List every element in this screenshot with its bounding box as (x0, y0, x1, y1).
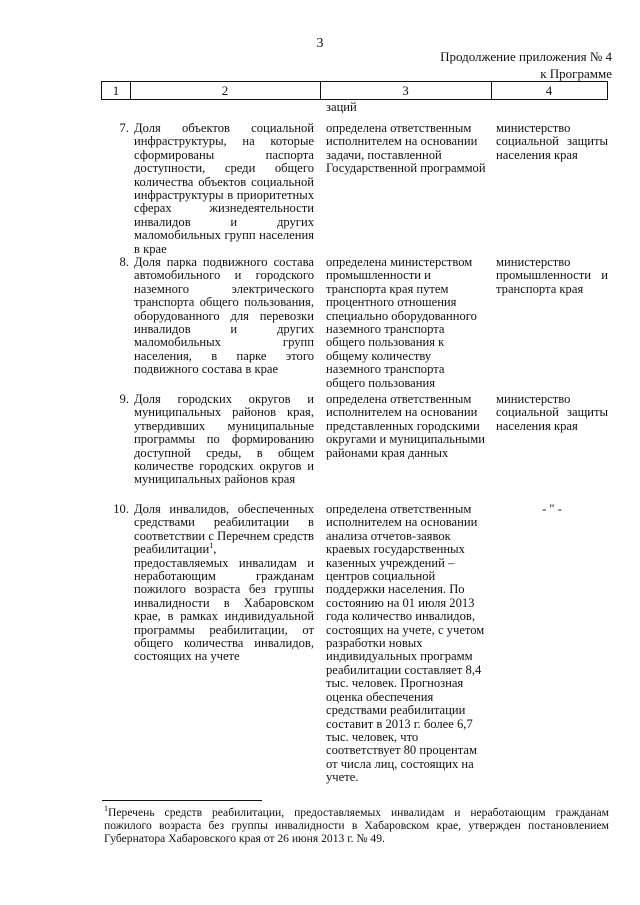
row-8-number: 8. (119, 255, 129, 269)
page-number: 3 (316, 36, 324, 51)
row-7-responsible: министерство социальной защиты населения края (496, 121, 608, 162)
row-10-number: 10. (113, 502, 129, 516)
footnote-mark: 1 (104, 804, 108, 814)
row-9-method: определена ответственным исполнителем на основании представленных городскими округами и муниципальными районами края данных (326, 392, 485, 460)
row-7-method: определена ответственным исполнителем на основании задачи, поставленной Государственной программой (326, 121, 486, 176)
row-9-number: 9. (119, 392, 129, 406)
header-col-2: 2 (130, 82, 321, 99)
row-8-responsible: министерство промышленности и транспорта края (496, 255, 608, 296)
row-10-method: определена ответственным исполнителем на основании анализа отчетов-заявок краевых государственных казенных учреждений – центров социальной поддержки населения. По состоянию на 01 июля 2013 года количество инвалидов, состоящих на учете, с учетом разработки новых индивидуальных программ реабилитации составляет 8,4 тыс. человек. Прогнозная оценка обеспечения средствами реабилитации составит в 2013 г. более 6,7 тыс. человек, что соответствует 80 процентам от числа лиц, состоящих на учете. (326, 502, 485, 785)
row-7-number: 7. (119, 121, 129, 135)
table-header-row (101, 81, 608, 100)
footnote-ref: 1 (209, 541, 214, 551)
header-col-4: 4 (545, 83, 553, 98)
continuation-heading (440, 48, 612, 82)
row-9-indicator: Доля городских округов и муниципальных районов края, утвердивших муниципальные программы по формированию доступной среды, в общем количестве городских округов и муниципальных районов края (134, 392, 314, 487)
header-col-3: 3 (320, 82, 492, 99)
row-10-indicator (134, 503, 314, 664)
header-col-1: 1 (102, 82, 131, 99)
carryover-text: заций (326, 100, 357, 114)
footnote-separator (102, 800, 262, 801)
row-7-indicator: Доля объектов социальной инфраструктуры, на которые сформированы паспорта доступности, среди общего количества объектов социальной инфраструктуры в приоритетных сферах жизнедеятельности инвалидов и других маломобильных групп населения в крае (134, 121, 314, 256)
continuation-line-2: к Программе (540, 66, 612, 81)
continuation-line-1: Продолжение приложения № 4 (440, 49, 612, 64)
row-8-indicator: Доля парка подвижного состава автомобильного и городского наземного электрического транспорта общего пользования, оборудованного для перевозки инвалидов и других маломобильных групп населения, в парке этого подвижного состава в крае (134, 255, 314, 377)
row-10-indicator-part2: , предоставляемых инвалидам и неработающим гражданам пожилого возраста без группы инвалидности в Хабаровском крае, в рамках индивидуальной программы реабилитации, от общего количества инвалидов, состоящих на учете (134, 542, 314, 664)
row-8-method: определена министерством промышленности и транспорта края путем процентного отношения специально оборудованного наземного транспорта общего пользования к общему количеству наземного транспорта общего пользования (326, 255, 477, 390)
footnote-text: Перечень средств реабилитации, предоставляемых инвалидам и неработающим гражданам пожилого возраста без группы инвалидности в Хабаровском крае, утвержден постановлением Губернатора Хабаровского края от 26 июня 2013 г. № 49. (104, 806, 609, 845)
row-10-responsible: - " - (542, 502, 562, 516)
footnote (104, 806, 609, 845)
row-9-responsible: министерство социальной защиты населения края (496, 392, 608, 433)
row-10-indicator-part1: Доля инвалидов, обеспеченных средствами реабилитации в соответствии с Перечнем средств реабилитации (134, 502, 314, 557)
